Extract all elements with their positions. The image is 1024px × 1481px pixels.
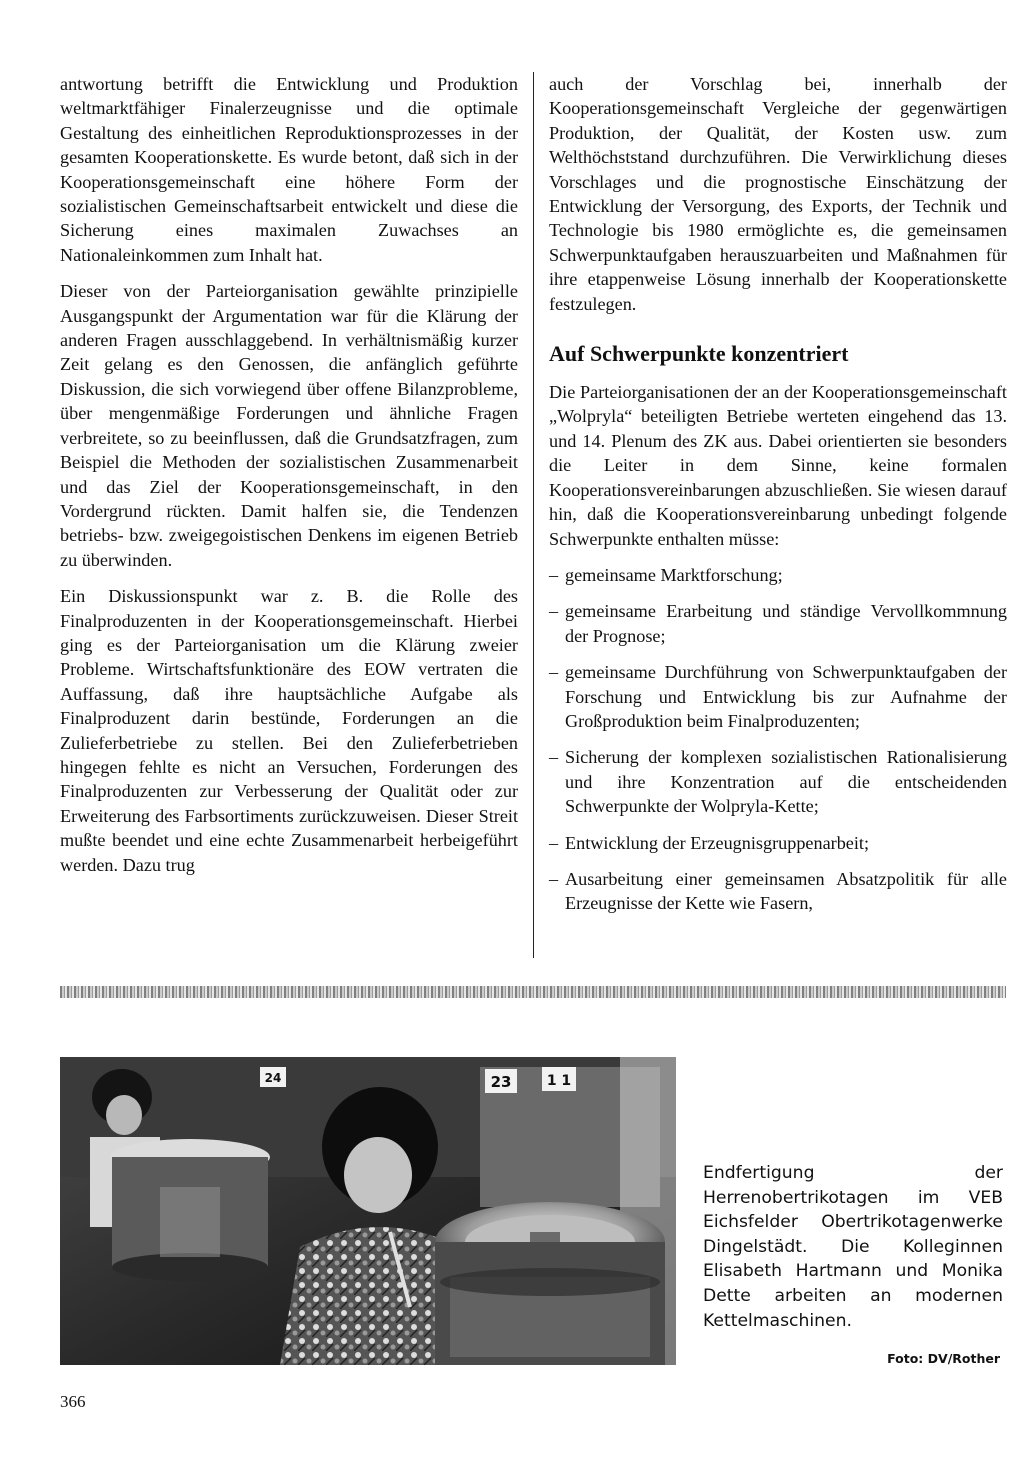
list-item-text: gemeinsame Marktforschung;: [565, 564, 783, 585]
dash-bullet: –: [549, 832, 559, 853]
left-paragraph-3: Ein Diskussionspunkt war z. B. die Rolle des Finalproduzenten in der Kooperationsgemeinschaft. Hierbei ging es der Parteiorganisation um die Klärung zweier Probleme. Wirtschaftsfunktionäre des EOW vertraten die Auffassung, daß ihre hauptsächliche Aufgabe als Finalproduzent darin bestünde, Forderungen an die Zulieferbetriebe zu stellen. Bei den Zulieferbetrieben hingegen fehlte es nicht an Versuchen, Forderungen des Finalproduzenten zur Verbesserung der Qualität oder zur Erweiterung des Farbsortiments zurückzuweisen. Dieser Streit mußte beendet und eine echte Zusammenarbeit herbeigeführt werden. Dazu trug: [60, 586, 518, 875]
list-item: [549, 831, 1007, 855]
decorative-separator: [60, 986, 1006, 998]
machine-label: 23: [490, 1073, 512, 1091]
dash-bullet: –: [549, 564, 559, 585]
dash-bullet: –: [549, 868, 559, 889]
column-divider: [533, 72, 534, 958]
photo-credit: Foto: DV/Rother: [887, 1351, 1000, 1366]
photo-caption: Endfertigung der Herrenobertrikotagen im VEB Eichsfelder Obertrikotagenwerke Dingelstädt. Die Kolleginnen Elisabeth Hartmann und Monika Dette arbeiten an modernen Kettelmaschinen.: [703, 1163, 1003, 1331]
right-text-column: [549, 72, 1007, 928]
list-item: [549, 867, 1007, 916]
list-item-text: gemeinsame Durchführung von Schwerpunktaufgaben der Forschung und Entwicklung bis zur Aufnahme der Großproduktion beim Finalproduzenten;: [565, 662, 1007, 731]
machine-label: 24: [264, 1071, 282, 1085]
left-text-column: [60, 72, 518, 889]
list-item-text: Entwicklung der Erzeugnisgruppenarbeit;: [565, 832, 870, 853]
photo-illustration: [60, 1057, 676, 1365]
list-item-text: Sicherung der komplexen sozialistischen Rationalisierung und ihre Konzentration auf die entscheidenden Schwerpunkte der Wolpryla-Kette;: [565, 747, 1007, 817]
list-item-text: Ausarbeitung einer gemeinsamen Absatzpolitik für alle Erzeugnisse der Kette wie Fasern,: [565, 868, 1007, 914]
list-item: [549, 745, 1007, 818]
priority-list: [549, 563, 1007, 916]
section-heading: Auf Schwerpunkte konzentriert: [549, 341, 849, 367]
list-item: [549, 563, 1007, 587]
list-item: [549, 660, 1007, 733]
photo-workers-at-machines: [60, 1057, 676, 1365]
left-paragraph-1: antwortung betrifft die Entwicklung und Produktion weltmarktfähiger Finalerzeugnisse und die optimale Gestaltung des einheitlichen Reproduktionsprozesses in der gesamten Kooperationskette. Es wurde betont, daß sich in der Kooperationsgemeinschaft eine höhere Form der sozialistischen Gemeinschaftsarbeit entwickelt und diese die Sicherung eines maximalen Zuwachses an Nationaleinkommen zum Inhalt hat.: [60, 74, 518, 265]
list-item: [549, 599, 1007, 648]
dash-bullet: –: [549, 747, 559, 768]
machine-label: 1 1: [546, 1073, 572, 1089]
dash-bullet: –: [549, 601, 559, 622]
left-paragraph-2: Dieser von der Parteiorganisation gewählte prinzipielle Ausgangspunkt der Argumentation war für die Klärung der anderen Fragen ausschlaggebend. In verhältnismäßig kurzer Zeit gelang es den Genossen, die anfänglich geführte Diskussion, die sich vorwiegend über offene Bilanzprobleme, über mengenmäßige Forderungen und ähnliche Fragen verbreitete, so zu beeinflussen, daß die Grundsatzfragen, zum Beispiel die Methoden der sozialistischen Zusammenarbeit und das Ziel der Kooperationsgemeinschaft, in den Vordergrund rückten. Damit halfen sie, die Tendenzen betriebs- bzw. zweigegoistischen Denkens im eigenen Betrieb zu überwinden.: [60, 281, 518, 570]
right-body-paragraph: Die Parteiorganisationen der an der Kooperationsgemeinschaft „Wolpryla“ beteiligten Betriebe werteten eingehend das 13. und 14. Plenum des ZK aus. Dabei orientierten sie besonders die Leiter in dem Sinne, keine formalen Kooperationsvereinbarungen abzuschließen. Sie wiesen darauf hin, daß die Kooperationsvereinbarung unbedingt folgende Schwerpunkte enthalten müsse:: [549, 382, 1007, 549]
dash-bullet: –: [549, 662, 559, 683]
list-item-text: gemeinsame Erarbeitung und ständige Vervollkommnung der Prognose;: [565, 601, 1007, 646]
right-intro-paragraph: auch der Vorschlag bei, innerhalb der Kooperationsgemeinschaft Vergleiche der gegenwärtigen Produktion, der Qualität, der Kosten usw. zum Welthöchststand durchzuführen. Die Verwirklichung dieses Vorschlages und die prognostische Einschätzung der Entwicklung der Versorgung, des Exports, der Technik und Technologie bis 1980 ermöglichte es, die gemeinsamen Schwerpunktaufgaben herauszuarbeiten und Maßnahmen für ihre etappenweise Lösung innerhalb der Kooperationskette festzulegen.: [549, 74, 1007, 314]
page-number: 366: [60, 1392, 86, 1411]
